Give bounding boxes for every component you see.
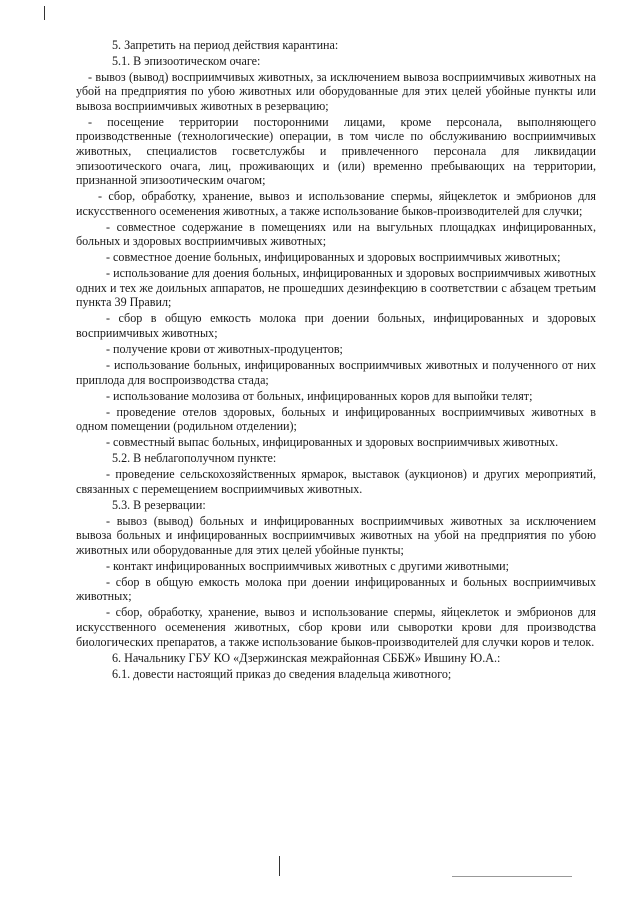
paragraph-5-1-item-12: - совместный выпас больных, инфицированных и здоровых восприимчивых животных. (106, 435, 559, 450)
paragraph-5: 5. Запретить на период действия карантина: (112, 38, 339, 52)
paragraph-5-1-item-8: - получение крови от животных-продуцентов; (106, 342, 343, 356)
scan-mark-top-left (44, 6, 45, 20)
scan-mark-bottom-right (452, 876, 572, 877)
paragraph-5-1-item-4: - совместное содержание в помещениях или на выгульных площадках инфицированных, больных и здоровых восприимчивых животных; (76, 219, 596, 249)
paragraph-6: 6. Начальнику ГБУ КО «Дзержинская межрайонная СББЖ» Ившину Ю.А.: (112, 650, 501, 665)
paragraph-5-1-item-2: - посещение территории посторонними лицами, кроме персонала, выполняющего производственные (технологические) операции, в том числе по обслуживанию восприимчивых животных, специалистов госветслужбы и привлеченного персонала для ликвидации эпизоотического очага, лиц, проживающих и (или) временно пребывающих на территории, признанной эпизоотическим очагом; (76, 114, 596, 188)
paragraph-5-3: 5.3. В резервации: (112, 497, 206, 512)
paragraph-5-1-item-9: - использование больных, инфицированных восприимчивых животных и полученного от них приплода для воспроизводства стада; (76, 357, 596, 387)
paragraph-5-3-item-3: - сбор в общую емкость молока при доении инфицированных и больных восприимчивых животных; (76, 574, 596, 604)
paragraph-5-1-item-10: - использование молозива от больных, инфицированных коров для выпойки телят; (106, 388, 533, 403)
paragraph-5-3-item-1: - вывоз (вывод) больных и инфицированных восприимчивых животных за исключением вывоза больных и инфицированных восприимчивых животных на убой на предприятия по убою животных или оборудованные для этих целей убойные пункты; (76, 513, 596, 557)
paragraph-5-1-item-5: - совместное доение больных, инфицированных и здоровых восприимчивых животных; (106, 250, 561, 265)
paragraph-5-1-item-1: - вывоз (вывод) восприимчивых животных, за исключением вывоза восприимчивых животных на убой на предприятия по убою животных или оборудованные для этих целей убойные пункты или вывоза восприимчивых животных в резервацию; (76, 69, 596, 113)
paragraph-5-3-item-2: - контакт инфицированных восприимчивых животных с другими животными; (106, 558, 509, 573)
paragraph-5-1-item-11: - проведение отелов здоровых, больных и инфицированных восприимчивых животных в одном помещении (родильном отделении); (76, 404, 596, 434)
paragraph-5-1-item-7: - сбор в общую емкость молока при доении больных, инфицированных и здоровых восприимчивых животных; (76, 311, 596, 341)
paragraph-5-1: 5.1. В эпизоотическом очаге: (112, 53, 261, 68)
paragraph-5-3-item-4: - сбор, обработку, хранение, вывоз и использование спермы, яйцеклеток и эмбрионов для искусственного осеменения животных, сбор крови или сыворотки крови для производства биологических препаратов, а также использование быков-производителей для случки коров и телок. (76, 605, 596, 649)
document-body (76, 38, 596, 683)
paragraph-5-2: 5.2. В неблагополучном пункте: (112, 451, 277, 466)
paragraph-5-2-item-1: - проведение сельскохозяйственных ярмарок, выставок (аукционов) и других мероприятий, связанных с перемещением восприимчивых животных. (76, 467, 596, 496)
paragraph-5-1-item-3: - сбор, обработку, хранение, вывоз и использование спермы, яйцеклеток и эмбрионов для искусственного осеменения животных, а также использование быков-производителей для случки; (76, 189, 596, 218)
scan-mark-bottom (279, 856, 280, 876)
paragraph-5-1-item-6: - использование для доения больных, инфицированных и здоровых восприимчивых животных одних и тех же доильных аппаратов, не прошедших дезинфекцию в соответствии с абзацем третьим пункта 39 Правил; (76, 266, 596, 310)
paragraph-6-1: 6.1. довести настоящий приказ до сведения владельца животного; (112, 666, 452, 681)
